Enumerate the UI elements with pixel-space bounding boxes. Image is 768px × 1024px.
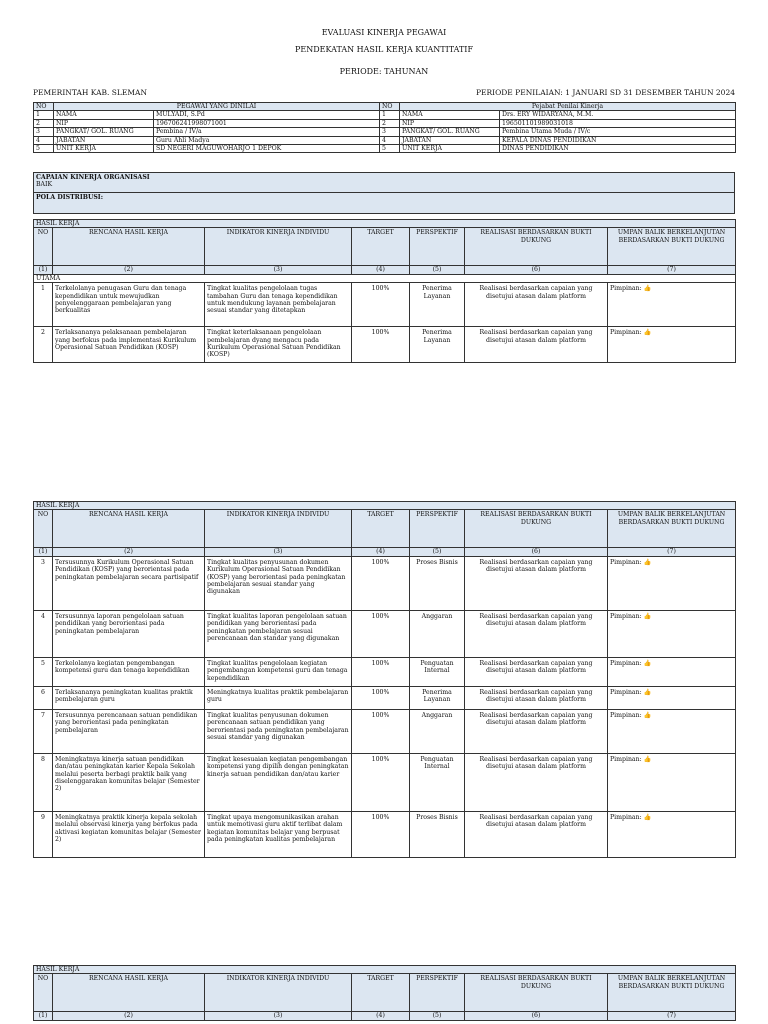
col-no: NO bbox=[34, 103, 54, 111]
doc-period: PERIODE: TAHUNAN bbox=[339, 67, 429, 76]
target-cell: 100% bbox=[352, 709, 410, 753]
id-label: NIP bbox=[54, 119, 154, 127]
id-no: 2 bbox=[34, 119, 54, 127]
id-no-2: 4 bbox=[380, 136, 400, 144]
target-cell: 100% bbox=[352, 753, 410, 811]
id-label-2: JABATAN bbox=[400, 136, 500, 144]
hasil-kerja-table-2 bbox=[33, 501, 736, 858]
hasil-kerja-table-3 bbox=[33, 965, 736, 1021]
th-perspektif: PERSPEKTIF bbox=[410, 228, 465, 266]
utama-label: UTAMA bbox=[34, 274, 736, 282]
num-3: (3) bbox=[205, 266, 352, 274]
doc-subtitle: PENDEKATAN HASIL KERJA KUANTITATIF bbox=[294, 45, 474, 54]
hasil-kerja-table-1 bbox=[33, 219, 736, 363]
row-no: 1 bbox=[34, 283, 53, 327]
th-umpan-3: UMPAN BALIK BERKELANJUTAN BERDASARKAN BUKTI DUKUNG bbox=[608, 974, 736, 1012]
num2-1: (1) bbox=[34, 548, 53, 556]
table-row bbox=[34, 753, 736, 811]
id-label: PANGKAT/ GOL. RUANG bbox=[54, 128, 154, 136]
umpan-cell: Pimpinan: 👍 bbox=[608, 283, 736, 327]
target-cell: 100% bbox=[352, 610, 410, 657]
th-rencana-2: RENCANA HASIL KERJA bbox=[53, 510, 205, 548]
row-no: 2 bbox=[34, 327, 53, 363]
identity-row bbox=[34, 128, 736, 136]
num-5: (5) bbox=[410, 266, 465, 274]
pegawai-value: Guru Ahli Madya bbox=[154, 136, 380, 144]
identity-table bbox=[33, 102, 736, 153]
identity-row bbox=[34, 136, 736, 144]
id-label: UNIT KERJA bbox=[54, 145, 154, 153]
pejabat-value: KEPALA DINAS PENDIDIKAN bbox=[500, 136, 736, 144]
rencana-cell: Terlaksananya pelaksanaan pembelajaran yang berfokus pada implementasi Kurikulum Operasional Satuan Pendidikan (KOSP) bbox=[53, 327, 205, 363]
num2-2: (2) bbox=[53, 548, 205, 556]
hasil-kerja-label-3: HASIL KERJA bbox=[34, 966, 736, 974]
indikator-cell: Meningkatnya kualitas praktik pembelajaran guru bbox=[205, 686, 352, 709]
num3-6: (6) bbox=[465, 1012, 608, 1020]
capaian-value: BAIK bbox=[36, 181, 53, 189]
table-row bbox=[34, 686, 736, 709]
indikator-cell: Tingkat kualitas pengelolaan kegiatan pengembangan kompetensi guru dan tenaga kependidikan bbox=[205, 657, 352, 686]
th-target-2: TARGET bbox=[352, 510, 410, 548]
table-row bbox=[34, 283, 736, 327]
indikator-cell: Tingkat kualitas penyusunan dokumen Kurikulum Operasional Satuan Pendidikan (KOSP) yang berorientasi pada peningkatan pembelajaran sesuai standar yang digunakan bbox=[205, 556, 352, 610]
perspektif-cell: Proses Bisnis bbox=[410, 556, 465, 610]
num2-3: (3) bbox=[205, 548, 352, 556]
rencana-cell: Terkelolanya kegiatan pengembangan kompetensi guru dan tenaga kependidikan bbox=[53, 657, 205, 686]
id-label: JABATAN bbox=[54, 136, 154, 144]
umpan-cell: Pimpinan: 👍 bbox=[608, 657, 736, 686]
row-no: 3 bbox=[34, 556, 53, 610]
pejabat-value: DINAS PENDIDIKAN bbox=[500, 145, 736, 153]
umpan-cell: Pimpinan: 👍 bbox=[608, 686, 736, 709]
pegawai-value: Pembina / IV/a bbox=[154, 128, 380, 136]
capaian-label: CAPAIAN KINERJA ORGANISASI bbox=[36, 174, 150, 181]
table-row bbox=[34, 556, 736, 610]
row-no: 7 bbox=[34, 709, 53, 753]
pegawai-value: 196706241998071001 bbox=[154, 119, 380, 127]
th-rencana: RENCANA HASIL KERJA bbox=[53, 228, 205, 266]
th-no: NO bbox=[34, 228, 53, 266]
th-realisasi-3: REALISASI BERDASARKAN BUKTI DUKUNG bbox=[465, 974, 608, 1012]
hasil-kerja-label: HASIL KERJA bbox=[34, 220, 736, 228]
target-cell: 100% bbox=[352, 686, 410, 709]
num3-5: (5) bbox=[410, 1012, 465, 1020]
th-no-2: NO bbox=[34, 510, 53, 548]
target-cell: 100% bbox=[352, 283, 410, 327]
rencana-cell: Tersusunnya Kurikulum Operasional Satuan Pendidikan (KOSP) yang berorientasi pada peningkatan pembelajaran secara partisipatif bbox=[53, 556, 205, 610]
perspektif-cell: Anggaran bbox=[410, 709, 465, 753]
num2-6: (6) bbox=[465, 548, 608, 556]
perspektif-cell: Proses Bisnis bbox=[410, 811, 465, 857]
pegawai-value: SD NEGERI MAGUWOHARJO 1 DEPOK bbox=[154, 145, 380, 153]
realisasi-cell: Realisasi berdasarkan capaian yang disetujui atasan dalam platform bbox=[465, 556, 608, 610]
pegawai-header: PEGAWAI YANG DINILAI bbox=[54, 103, 380, 111]
pejabat-value: 196501101989031018 bbox=[500, 119, 736, 127]
row-no: 5 bbox=[34, 657, 53, 686]
realisasi-cell: Realisasi berdasarkan capaian yang disetujui atasan dalam platform bbox=[465, 811, 608, 857]
assessment-period: PERIODE PENILAIAN: 1 JANUARI SD 31 DESEMBER TAHUN 2024 bbox=[476, 88, 735, 97]
num3-1: (1) bbox=[34, 1012, 53, 1020]
identity-row bbox=[34, 111, 736, 119]
id-no-2: 1 bbox=[380, 111, 400, 119]
th-target: TARGET bbox=[352, 228, 410, 266]
th-perspektif-2: PERSPEKTIF bbox=[410, 510, 465, 548]
org-name: PEMERINTAH KAB. SLEMAN bbox=[33, 88, 148, 97]
target-cell: 100% bbox=[352, 556, 410, 610]
id-no-2: 5 bbox=[380, 145, 400, 153]
hasil-kerja-label-2: HASIL KERJA bbox=[34, 502, 736, 510]
identity-row bbox=[34, 119, 736, 127]
realisasi-cell: Realisasi berdasarkan capaian yang disetujui atasan dalam platform bbox=[465, 283, 608, 327]
num3-4: (4) bbox=[352, 1012, 410, 1020]
table-row bbox=[34, 709, 736, 753]
num2-7: (7) bbox=[608, 548, 736, 556]
row-no: 6 bbox=[34, 686, 53, 709]
num2-4: (4) bbox=[352, 548, 410, 556]
identity-row bbox=[34, 145, 736, 153]
th-no-3: NO bbox=[34, 974, 53, 1012]
pola-label: POLA DISTRIBUSI: bbox=[36, 194, 103, 201]
doc-title: EVALUASI KINERJA PEGAWAI bbox=[321, 28, 447, 37]
rencana-cell: Meningkatnya kinerja satuan pendidikan dan/atau peningkatan karier Kepala Sekolah melalui peserta berbagi praktik baik yang diselenggarakan komunitas belajar (Semester 2) bbox=[53, 753, 205, 811]
num-4: (4) bbox=[352, 266, 410, 274]
id-no: 5 bbox=[34, 145, 54, 153]
row-no: 4 bbox=[34, 610, 53, 657]
num-7: (7) bbox=[608, 266, 736, 274]
id-label-2: PANGKAT/ GOL. RUANG bbox=[400, 128, 500, 136]
table-row bbox=[34, 811, 736, 857]
th-umpan-2: UMPAN BALIK BERKELANJUTAN BERDASARKAN BUKTI DUKUNG bbox=[608, 510, 736, 548]
rencana-cell: Terlaksananya peningkatan kualitas praktik pembelajaran guru bbox=[53, 686, 205, 709]
rencana-cell: Tersusunnya perencanaan satuan pendidikan yang berorientasi pada peningkatan pembelajaran bbox=[53, 709, 205, 753]
num3-7: (7) bbox=[608, 1012, 736, 1020]
num2-5: (5) bbox=[410, 548, 465, 556]
id-label: NAMA bbox=[54, 111, 154, 119]
th-realisasi: REALISASI BERDASARKAN BUKTI DUKUNG bbox=[465, 228, 608, 266]
th-indikator: INDIKATOR KINERJA INDIVIDU bbox=[205, 228, 352, 266]
realisasi-cell: Realisasi berdasarkan capaian yang disetujui atasan dalam platform bbox=[465, 657, 608, 686]
indikator-cell: Tingkat kualitas pengelolaan tugas tambahan Guru dan tenaga kependidikan untuk mendukung layanan pembelajaran sesuai standar yang ditetapkan bbox=[205, 283, 352, 327]
realisasi-cell: Realisasi berdasarkan capaian yang disetujui atasan dalam platform bbox=[465, 753, 608, 811]
indikator-cell: Tingkat kualitas penyusunan dokumen perencanaan satuan pendidikan yang berorientasi pada peningkatan pembelajaran sesuai standar yang digunakan bbox=[205, 709, 352, 753]
id-label-2: NAMA bbox=[400, 111, 500, 119]
table-row bbox=[34, 327, 736, 363]
id-no-2: 2 bbox=[380, 119, 400, 127]
col-no-2: NO bbox=[380, 103, 400, 111]
th-umpan: UMPAN BALIK BERKELANJUTAN BERDASARKAN BUKTI DUKUNG bbox=[608, 228, 736, 266]
pejabat-header: Pejabat Penilai Kinerja bbox=[400, 103, 736, 111]
num-1: (1) bbox=[34, 266, 53, 274]
th-rencana-3: RENCANA HASIL KERJA bbox=[53, 974, 205, 1012]
target-cell: 100% bbox=[352, 327, 410, 363]
rencana-cell: Tersusunnya laporan pengelolaan satuan pendidikan yang berorientasi pada peningkatan pembelajaran bbox=[53, 610, 205, 657]
table-row bbox=[34, 610, 736, 657]
pejabat-value: Drs. ERY WIDARYANA, M.M. bbox=[500, 111, 736, 119]
umpan-cell: Pimpinan: 👍 bbox=[608, 610, 736, 657]
pegawai-value: MULYADI, S.Pd bbox=[154, 111, 380, 119]
id-no: 1 bbox=[34, 111, 54, 119]
target-cell: 100% bbox=[352, 657, 410, 686]
perspektif-cell: Penerima Layanan bbox=[410, 686, 465, 709]
th-indikator-3: INDIKATOR KINERJA INDIVIDU bbox=[205, 974, 352, 1012]
umpan-cell: Pimpinan: 👍 bbox=[608, 556, 736, 610]
num-6: (6) bbox=[465, 266, 608, 274]
umpan-cell: Pimpinan: 👍 bbox=[608, 811, 736, 857]
table-row bbox=[34, 657, 736, 686]
indikator-cell: Tingkat keterlaksanaan pengelolaan pembelajaran dyang mengacu pada Kurikulum Operasional Satuan Pendidikan (KOSP) bbox=[205, 327, 352, 363]
row-no: 8 bbox=[34, 753, 53, 811]
realisasi-cell: Realisasi berdasarkan capaian yang disetujui atasan dalam platform bbox=[465, 327, 608, 363]
th-target-3: TARGET bbox=[352, 974, 410, 1012]
realisasi-cell: Realisasi berdasarkan capaian yang disetujui atasan dalam platform bbox=[465, 610, 608, 657]
rencana-cell: Meningkatnya praktik kinerja kepala sekolah melalui observasi kinerja yang berfokus pada aktivasi kegiatan komunitas belajar (Semester 2) bbox=[53, 811, 205, 857]
id-no-2: 3 bbox=[380, 128, 400, 136]
id-label-2: UNIT KERJA bbox=[400, 145, 500, 153]
indikator-cell: Tingkat kesesuaian kegiatan pengembangan kompetensi yang dipilih dengan peningkatan kinerja satuan pendidikan dan/atau karier bbox=[205, 753, 352, 811]
indikator-cell: Tingkat upaya mengomunikasikan arahan untuk memotivasi guru aktif terlibat dalam kegiatan komunitas belajar yang berpusat pada peningkatan kualitas pembelajaran bbox=[205, 811, 352, 857]
num-2: (2) bbox=[53, 266, 205, 274]
realisasi-cell: Realisasi berdasarkan capaian yang disetujui atasan dalam platform bbox=[465, 709, 608, 753]
perspektif-cell: Penerima Layanan bbox=[410, 283, 465, 327]
num3-3: (3) bbox=[205, 1012, 352, 1020]
row-no: 9 bbox=[34, 811, 53, 857]
perspektif-cell: Penguatan Internal bbox=[410, 753, 465, 811]
umpan-cell: Pimpinan: 👍 bbox=[608, 709, 736, 753]
th-realisasi-2: REALISASI BERDASARKAN BUKTI DUKUNG bbox=[465, 510, 608, 548]
perspektif-cell: Penguatan Internal bbox=[410, 657, 465, 686]
id-no: 3 bbox=[34, 128, 54, 136]
perspektif-cell: Anggaran bbox=[410, 610, 465, 657]
perspektif-cell: Penerima Layanan bbox=[410, 327, 465, 363]
id-label-2: NIP bbox=[400, 119, 500, 127]
target-cell: 100% bbox=[352, 811, 410, 857]
realisasi-cell: Realisasi berdasarkan capaian yang disetujui atasan dalam platform bbox=[465, 686, 608, 709]
rencana-cell: Terkelolanya penugasan Guru dan tenaga kependidikan untuk mewujudkan penyelenggaraan pembelajaran yang berkualitas bbox=[53, 283, 205, 327]
num3-2: (2) bbox=[53, 1012, 205, 1020]
id-no: 4 bbox=[34, 136, 54, 144]
pejabat-value: Pembina Utama Muda / IV/c bbox=[500, 128, 736, 136]
th-perspektif-3: PERSPEKTIF bbox=[410, 974, 465, 1012]
capaian-table bbox=[33, 172, 735, 214]
indikator-cell: Tingkat kualitas laporan pengelolaan satuan pendidikan yang berorientasi pada peningkatan pembelajaran sesuai perencanaan dan standar yang digunakan bbox=[205, 610, 352, 657]
umpan-cell: Pimpinan: 👍 bbox=[608, 327, 736, 363]
th-indikator-2: INDIKATOR KINERJA INDIVIDU bbox=[205, 510, 352, 548]
umpan-cell: Pimpinan: 👍 bbox=[608, 753, 736, 811]
